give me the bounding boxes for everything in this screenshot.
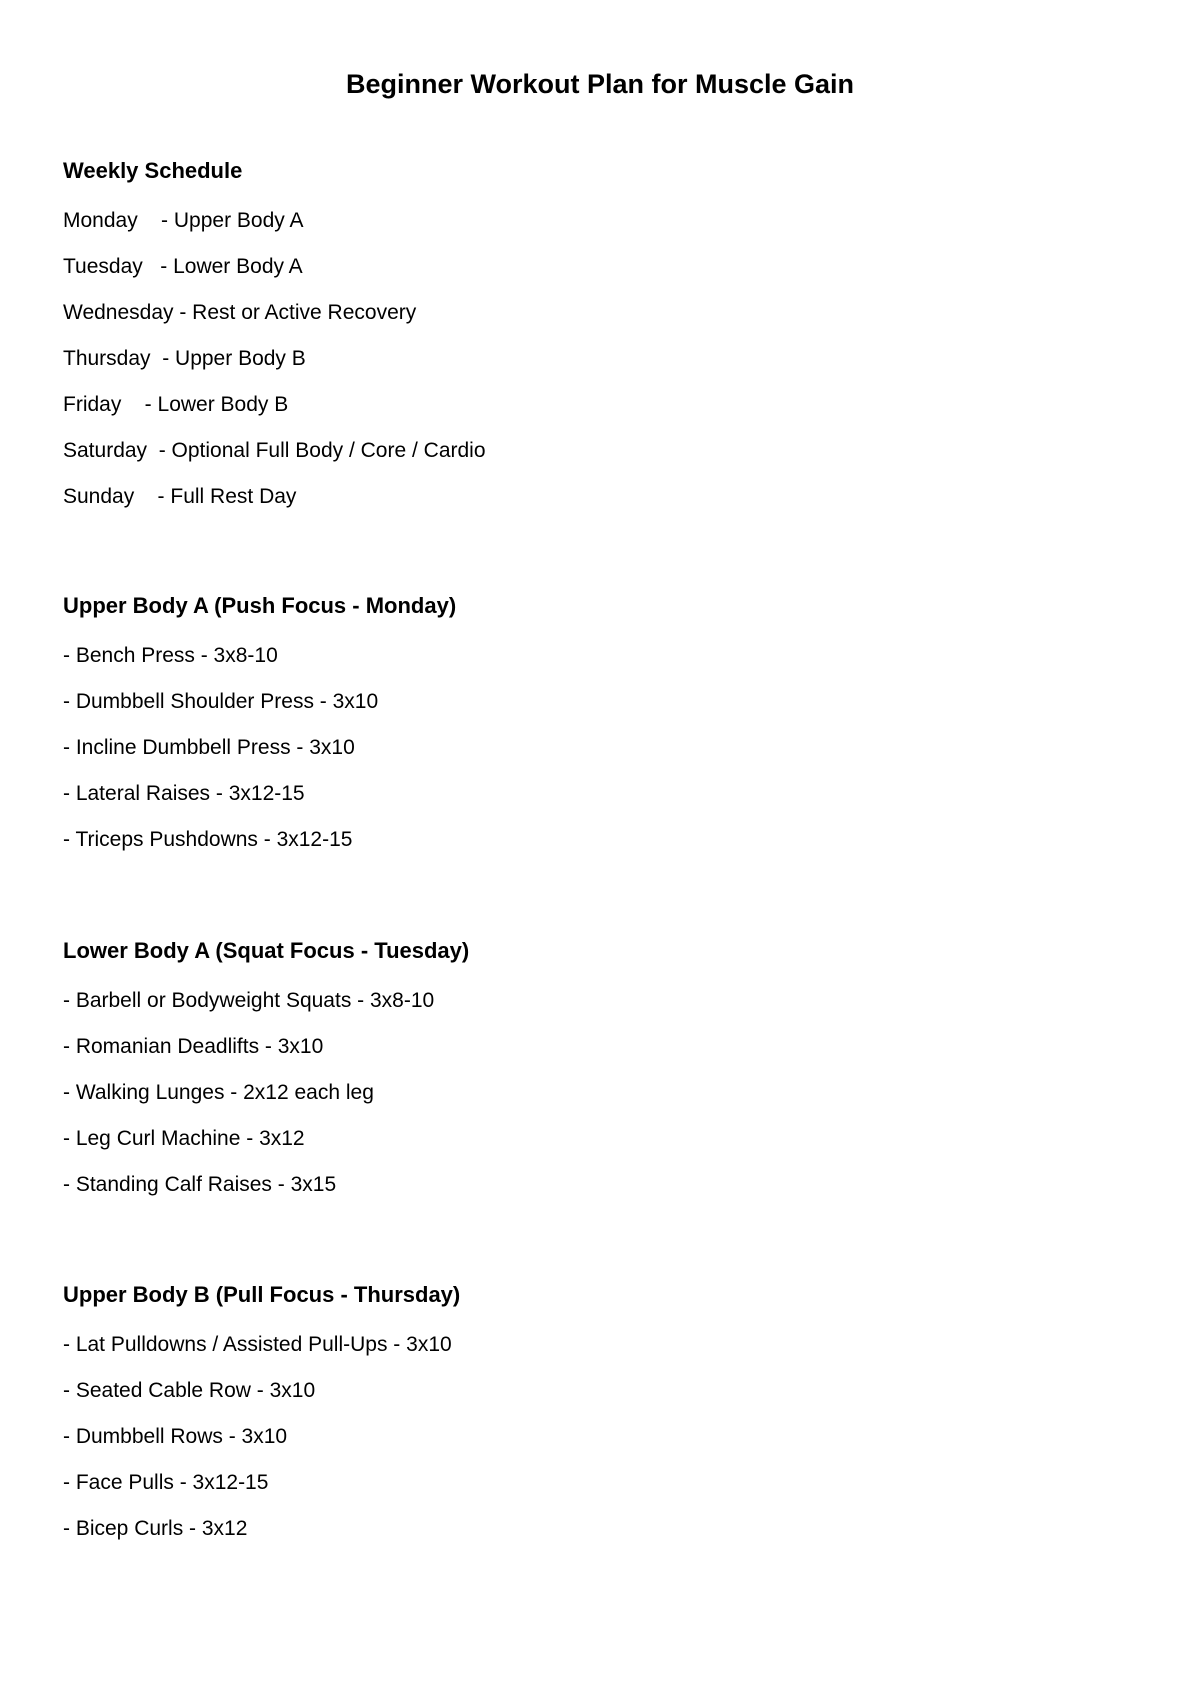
section-heading: Weekly Schedule (63, 158, 243, 183)
list-item: - Lateral Raises - 3x12-15 (63, 782, 305, 805)
list-item: Thursday - Upper Body B (63, 347, 306, 370)
section-heading: Upper Body B (Pull Focus - Thursday) (63, 1282, 461, 1307)
document-title: Beginner Workout Plan for Muscle Gain (345, 69, 855, 99)
list-item: - Dumbbell Shoulder Press - 3x10 (63, 690, 379, 713)
list-item: Tuesday - Lower Body A (63, 255, 303, 278)
list-item: - Face Pulls - 3x12-15 (63, 1471, 269, 1494)
list-item: Friday - Lower Body B (63, 393, 289, 416)
list-item: - Romanian Deadlifts - 3x10 (63, 1035, 324, 1058)
schedule-list (63, 207, 1063, 529)
list-item: - Triceps Pushdowns - 3x12-15 (63, 828, 353, 851)
section-upper-body-a (63, 592, 1063, 872)
list-item: - Incline Dumbbell Press - 3x10 (63, 736, 355, 759)
list-item: Wednesday - Rest or Active Recovery (63, 301, 417, 324)
list-item: - Bicep Curls - 3x12 (63, 1517, 248, 1540)
exercise-list (63, 1331, 1063, 1561)
list-item: Sunday - Full Rest Day (63, 485, 297, 508)
list-item: - Dumbbell Rows - 3x10 (63, 1425, 288, 1448)
list-item: - Barbell or Bodyweight Squats - 3x8-10 (63, 989, 435, 1012)
list-item: - Standing Calf Raises - 3x15 (63, 1173, 337, 1196)
section-weekly-schedule (63, 157, 1063, 529)
section-heading: Lower Body A (Squat Focus - Tuesday) (63, 938, 470, 963)
exercise-list (63, 987, 1063, 1217)
section-heading: Upper Body A (Push Focus - Monday) (63, 593, 457, 618)
list-item: - Seated Cable Row - 3x10 (63, 1379, 316, 1402)
section-upper-body-b (63, 1281, 1063, 1561)
exercise-list (63, 642, 1063, 872)
list-item: Monday - Upper Body A (63, 209, 304, 232)
list-item: Saturday - Optional Full Body / Core / Cardio (63, 439, 486, 462)
list-item: - Leg Curl Machine - 3x12 (63, 1127, 305, 1150)
section-lower-body-a (63, 937, 1063, 1217)
list-item: - Bench Press - 3x8-10 (63, 644, 278, 667)
list-item: - Lat Pulldowns / Assisted Pull-Ups - 3x10 (63, 1333, 452, 1356)
list-item: - Walking Lunges - 2x12 each leg (63, 1081, 374, 1104)
